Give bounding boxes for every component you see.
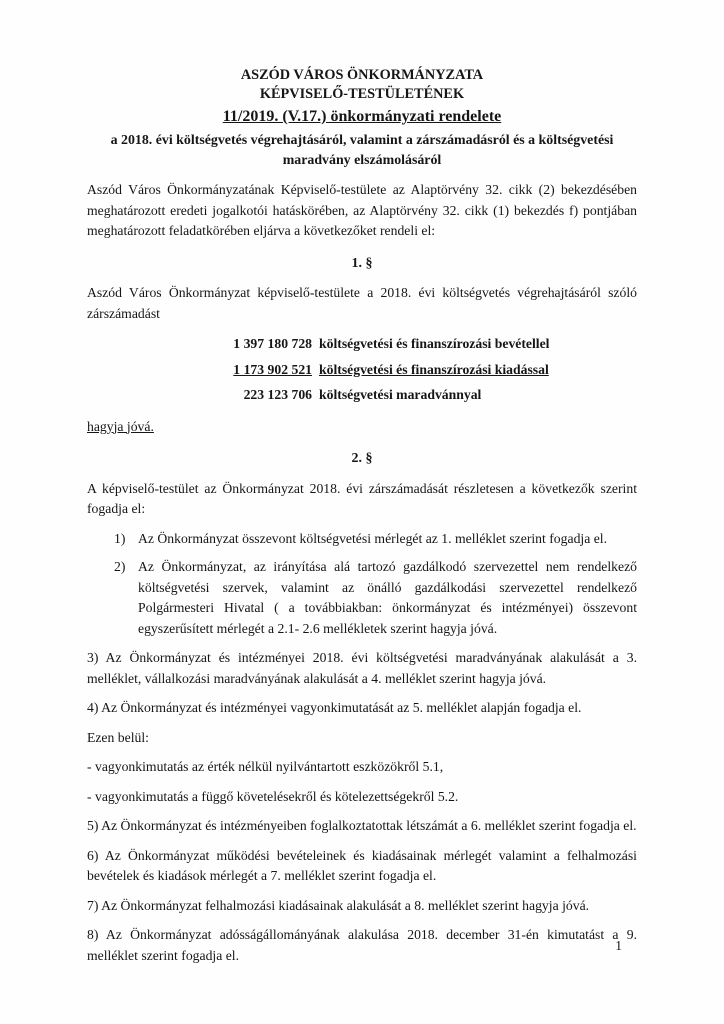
org-name: ASZÓD VÁROS ÖNKORMÁNYZATA [240, 67, 484, 83]
document-header [87, 66, 637, 171]
decree-subtitle: a 2018. évi költségvetés végrehajtásáról, valamint a zárszámadásról és a költségvetési maradvány elszámolásáról [110, 133, 614, 168]
decree-title: 11/2019. (V.17.) önkormányzati rendelete [222, 108, 502, 125]
amount-label: költségvetési és finanszírozási bevétellel [319, 336, 550, 351]
amount-value: 1 397 180 728 [233, 336, 312, 351]
paragraph-item-3: 3) Az Önkormányzat és intézményei 2018. évi költségvetési maradványának alakulását a 3. melléklet, vállalkozási maradványának alakulását a 4. melléklet szerint hagyja jóvá. [87, 650, 637, 686]
section-2-intro: A képviselő-testület az Önkormányzat 2018. évi zárszámadását részletesen a következők szerint fogadja el: [87, 480, 637, 516]
list-item-2 [114, 557, 637, 639]
section-1-closing: hagyja jóvá. [87, 418, 154, 434]
paragraph-dash-5-1: - vagyonkimutatás az érték nélkül nyilvántartott eszközökről 5.1, [87, 759, 444, 774]
paragraph-dash-5-2: - vagyonkimutatás a függő követelésekről és kötelezettségekről 5.2. [87, 788, 459, 804]
amounts-block [87, 334, 637, 406]
list-item-1-text: Az Önkormányzat összevont költségvetési mérlegét az 1. melléklet szerint fogadja el. [138, 530, 608, 546]
amount-value: 223 123 706 [243, 387, 312, 402]
list-item-2-text: Az Önkormányzat, az irányítása alá tartozó gazdálkodó szervezettel nem rendelkező költségvetési szervek, valamint az önálló gazdálkodási szervezettel rendelkező Polgármesteri Hivatal ( a továbbiakban: önkormányzat és intézményei) összevont egyszerűsített mérlegét a 2.1- 2.6 mellékletek szerint hagyja jóvá. [138, 559, 637, 636]
page-number: 1 [615, 938, 622, 953]
amount-line-remainder [190, 385, 637, 406]
amount-label: költségvetési és finanszírozási kiadással [319, 361, 549, 377]
paragraph-ezen-belul: Ezen belül: [87, 729, 149, 745]
paragraph-item-8: 8) Az Önkormányzat adósságállományának alakulása 2018. december 31-én kimutatást a 9. melléklet szerint fogadja el. [87, 927, 637, 963]
amount-label: költségvetési maradvánnyal [319, 387, 482, 402]
section-2-heading: 2. § [351, 451, 373, 466]
section-1-heading: 1. § [351, 255, 373, 271]
amount-value: 1 173 902 521 [233, 361, 312, 377]
paragraph-item-6: 6) Az Önkormányzat működési bevételeinek és kiadásainak mérlegét valamint a felhalmozási bevételek és kiadások mérlegét a 7. melléklet szerint fogadja el. [87, 847, 637, 883]
preamble-paragraph: Aszód Város Önkormányzatának Képviselő-testülete az Alaptörvény 32. cikk (2) bekezdésében meghatározott eredeti jogalkotói hatáskörében, az Alaptörvény 32. cikk (1) bekezdés f) pontjában meghatározott feladatkörében eljárva a következőket rendeli el: [87, 182, 637, 238]
list-item-1-number: 1) [114, 530, 126, 546]
paragraph-item-7: 7) Az Önkormányzat felhalmozási kiadásainak alakulását a 8. melléklet szerint hagyja jóvá. [87, 897, 590, 913]
amount-line-revenue [190, 334, 637, 355]
paragraph-item-5: 5) Az Önkormányzat és intézményeiben foglalkoztatottak létszámát a 6. melléklet szerint fogadja el. [87, 818, 637, 833]
list-item-1 [114, 529, 637, 550]
amount-line-expenditure [190, 360, 637, 381]
section-1-intro: Aszód Város Önkormányzat képviselő-testülete a 2018. évi költségvetés végrehajtásáról szóló zárszámadást [87, 285, 637, 321]
council-name: KÉPVISELŐ-TESTÜLETÉNEK [259, 86, 465, 102]
list-item-2-number: 2) [114, 559, 126, 574]
paragraph-item-4: 4) Az Önkormányzat és intézményei vagyonkimutatását az 5. melléklet alapján fogadja el. [87, 700, 582, 715]
